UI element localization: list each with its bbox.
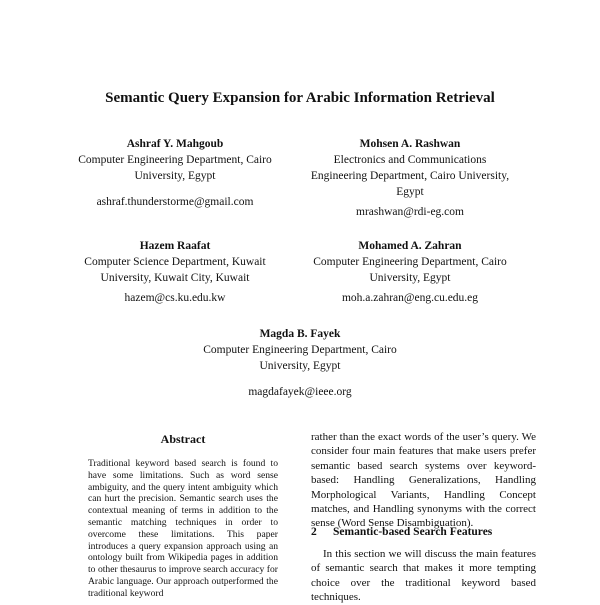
author-affiliation-line: Computer Engineering Department, Cairo bbox=[203, 344, 397, 356]
paper-title: Semantic Query Expansion for Arabic Information Retrieval bbox=[105, 90, 495, 106]
author-block bbox=[295, 238, 525, 306]
author-block bbox=[170, 326, 430, 400]
section-number: 2 bbox=[311, 526, 317, 538]
author-affiliation-line: Egypt bbox=[396, 186, 424, 198]
author-affiliation-line: University, Kuwait City, Kuwait bbox=[100, 272, 250, 284]
section-paragraph: In this section we will discuss the main features of semantic search that makes it more tempting choice over the traditional keyword based techniques. bbox=[311, 548, 536, 604]
abstract-text: Traditional keyword based search is found to have some limitations. Such as word sense ambiguity, and the query intent ambiguity which can hurt the precision. Semantic search uses the contextual meaning of terms in addition to the semantic matching techniques in order to overcome these limitations. This paper introduces a query expansion approach using an ontology built from Wikipedia pages in addition to other thesaurus to improve search accuracy for Arabic language. Our approach outperformed the traditional keyword bbox=[88, 458, 278, 599]
author-email: ashraf.thunderstorme@gmail.com bbox=[96, 196, 254, 208]
section-title: Semantic-based Search Features bbox=[333, 526, 493, 538]
body-paragraph: rather than the exact words of the user’s query. We consider four main features that make users prefer semantic based search systems over keyword-based: Handling Generalizations, Handling Morphological Variants, Handling Concept matches, and Handling synonyms with the correct sense (Word Sense Disambiguation). bbox=[311, 431, 536, 530]
author-block bbox=[60, 238, 290, 306]
author-email: magdafayek@ieee.org bbox=[248, 386, 352, 398]
author-name: Ashraf Y. Mahgoub bbox=[126, 138, 224, 150]
author-name: Mohsen A. Rashwan bbox=[359, 138, 461, 150]
author-email: moh.a.zahran@eng.cu.edu.eg bbox=[341, 292, 479, 304]
author-affiliation-line: Computer Engineering Department, Cairo bbox=[313, 256, 507, 268]
author-affiliation-line: Electronics and Communications bbox=[333, 154, 487, 166]
author-name: Magda B. Fayek bbox=[259, 328, 341, 340]
author-affiliation-line: University, Egypt bbox=[259, 360, 341, 372]
author-affiliation-line: Engineering Department, Cairo University, bbox=[310, 170, 510, 182]
author-name: Mohamed A. Zahran bbox=[358, 240, 462, 252]
author-block bbox=[295, 136, 525, 220]
author-email: hazem@cs.ku.edu.kw bbox=[124, 292, 226, 304]
author-affiliation-line: University, Egypt bbox=[134, 170, 216, 182]
author-name: Hazem Raafat bbox=[139, 240, 211, 252]
author-affiliation-line: University, Egypt bbox=[369, 272, 451, 284]
author-affiliation-line: Computer Science Department, Kuwait bbox=[84, 256, 266, 268]
author-affiliation-line: Computer Engineering Department, Cairo bbox=[78, 154, 272, 166]
abstract-heading: Abstract bbox=[160, 432, 206, 446]
author-block bbox=[60, 136, 290, 210]
author-email: mrashwan@rdi-eg.com bbox=[356, 206, 464, 218]
section-heading bbox=[311, 526, 536, 538]
